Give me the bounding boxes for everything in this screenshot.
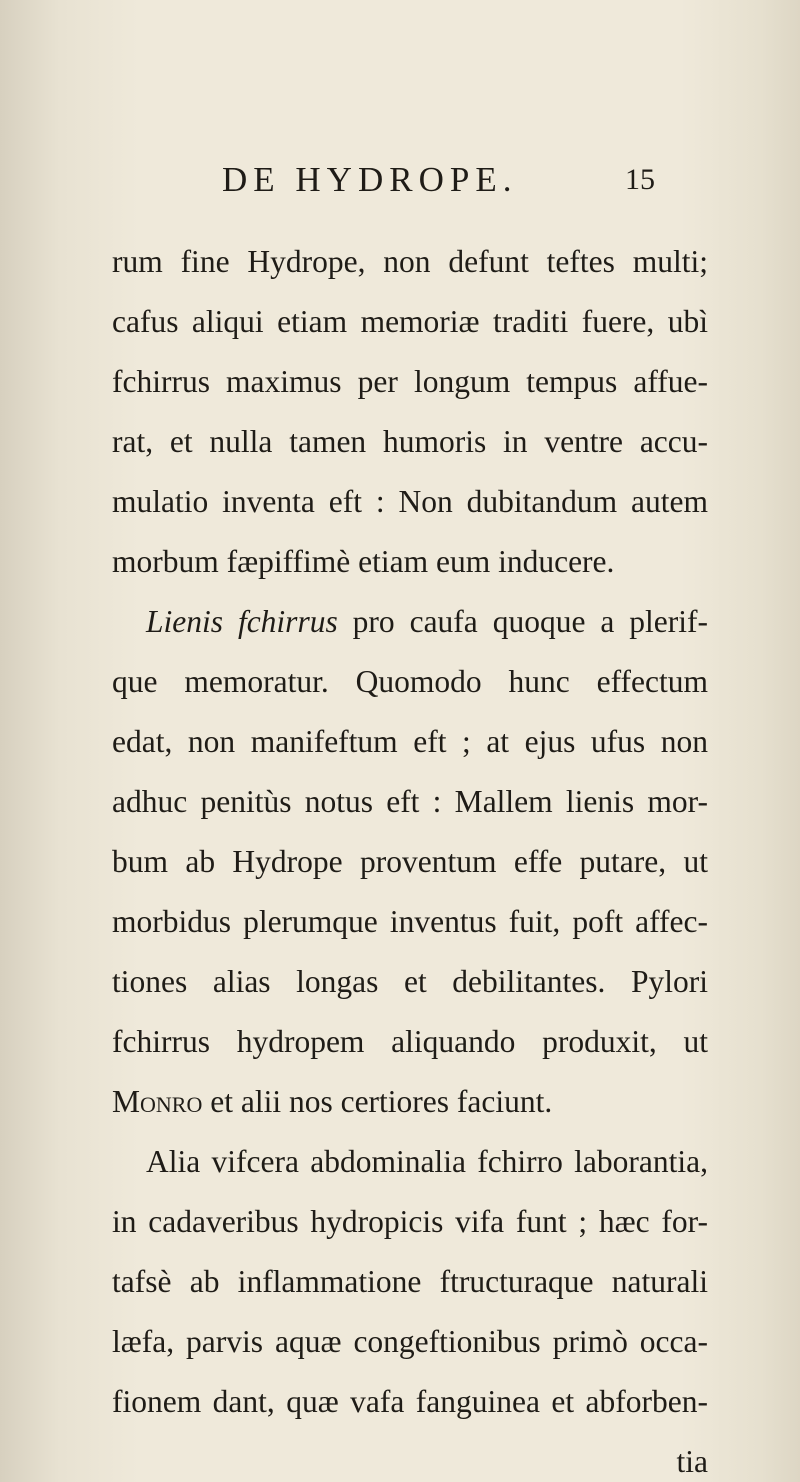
text-line: fionem dant, quæ vafa fanguinea et abforben- [112,1384,708,1419]
text-line: mulatio inventa eft : Non dubitandum autem [112,484,708,519]
text-line: tiones alias longas et debilitantes. Pylori [112,964,708,999]
page-number: 15 [625,163,655,196]
text-line: adhuc penitùs notus eft : Mallem lienis mor- [112,784,708,819]
text-line: læfa, parvis aquæ congeftionibus primò occa- [112,1324,708,1359]
text-line: rat, et nulla tamen humoris in ventre accu- [112,424,708,459]
text-line: tafsè ab inflammatione ftructuraque naturali [112,1264,708,1299]
text-line: fchirrus maximus per longum tempus affue- [112,364,708,399]
text-line: bum ab Hydrope proventum effe putare, ut [112,844,708,879]
text-line: rum fine Hydrope, non defunt teftes multi; [112,244,708,279]
body-text [112,232,708,1482]
text-line: in cadaveribus hydropicis vifa funt ; hæc for- [112,1204,708,1239]
text-line: morbidus plerumque inventus fuit, poft affec- [112,904,708,939]
text-line: cafus aliqui etiam memoriæ traditi fuere, ubì [112,304,708,339]
running-title: DE HYDROPE. [222,160,518,199]
text-line: morbum fæpiffimè etiam eum inducere. [112,544,615,579]
running-head [0,158,800,202]
text-line: Monro et alii nos certiores faciunt. [112,1084,553,1119]
text-line: fchirrus hydropem aliquando produxit, ut [112,1024,708,1059]
text-line: que memoratur. Quomodo hunc effectum [112,664,708,699]
text-line: edat, non manifeftum eft ; at ejus ufus non [112,724,708,759]
text-line: Lienis fchirrus pro caufa quoque a plerif- [146,604,708,639]
text-line: Alia vifcera abdominalia fchirro laborantia, [146,1144,708,1179]
author-name: Monro [112,1084,203,1119]
catchword: tia [676,1444,708,1479]
italic-term: Lienis fchirrus [146,604,338,639]
